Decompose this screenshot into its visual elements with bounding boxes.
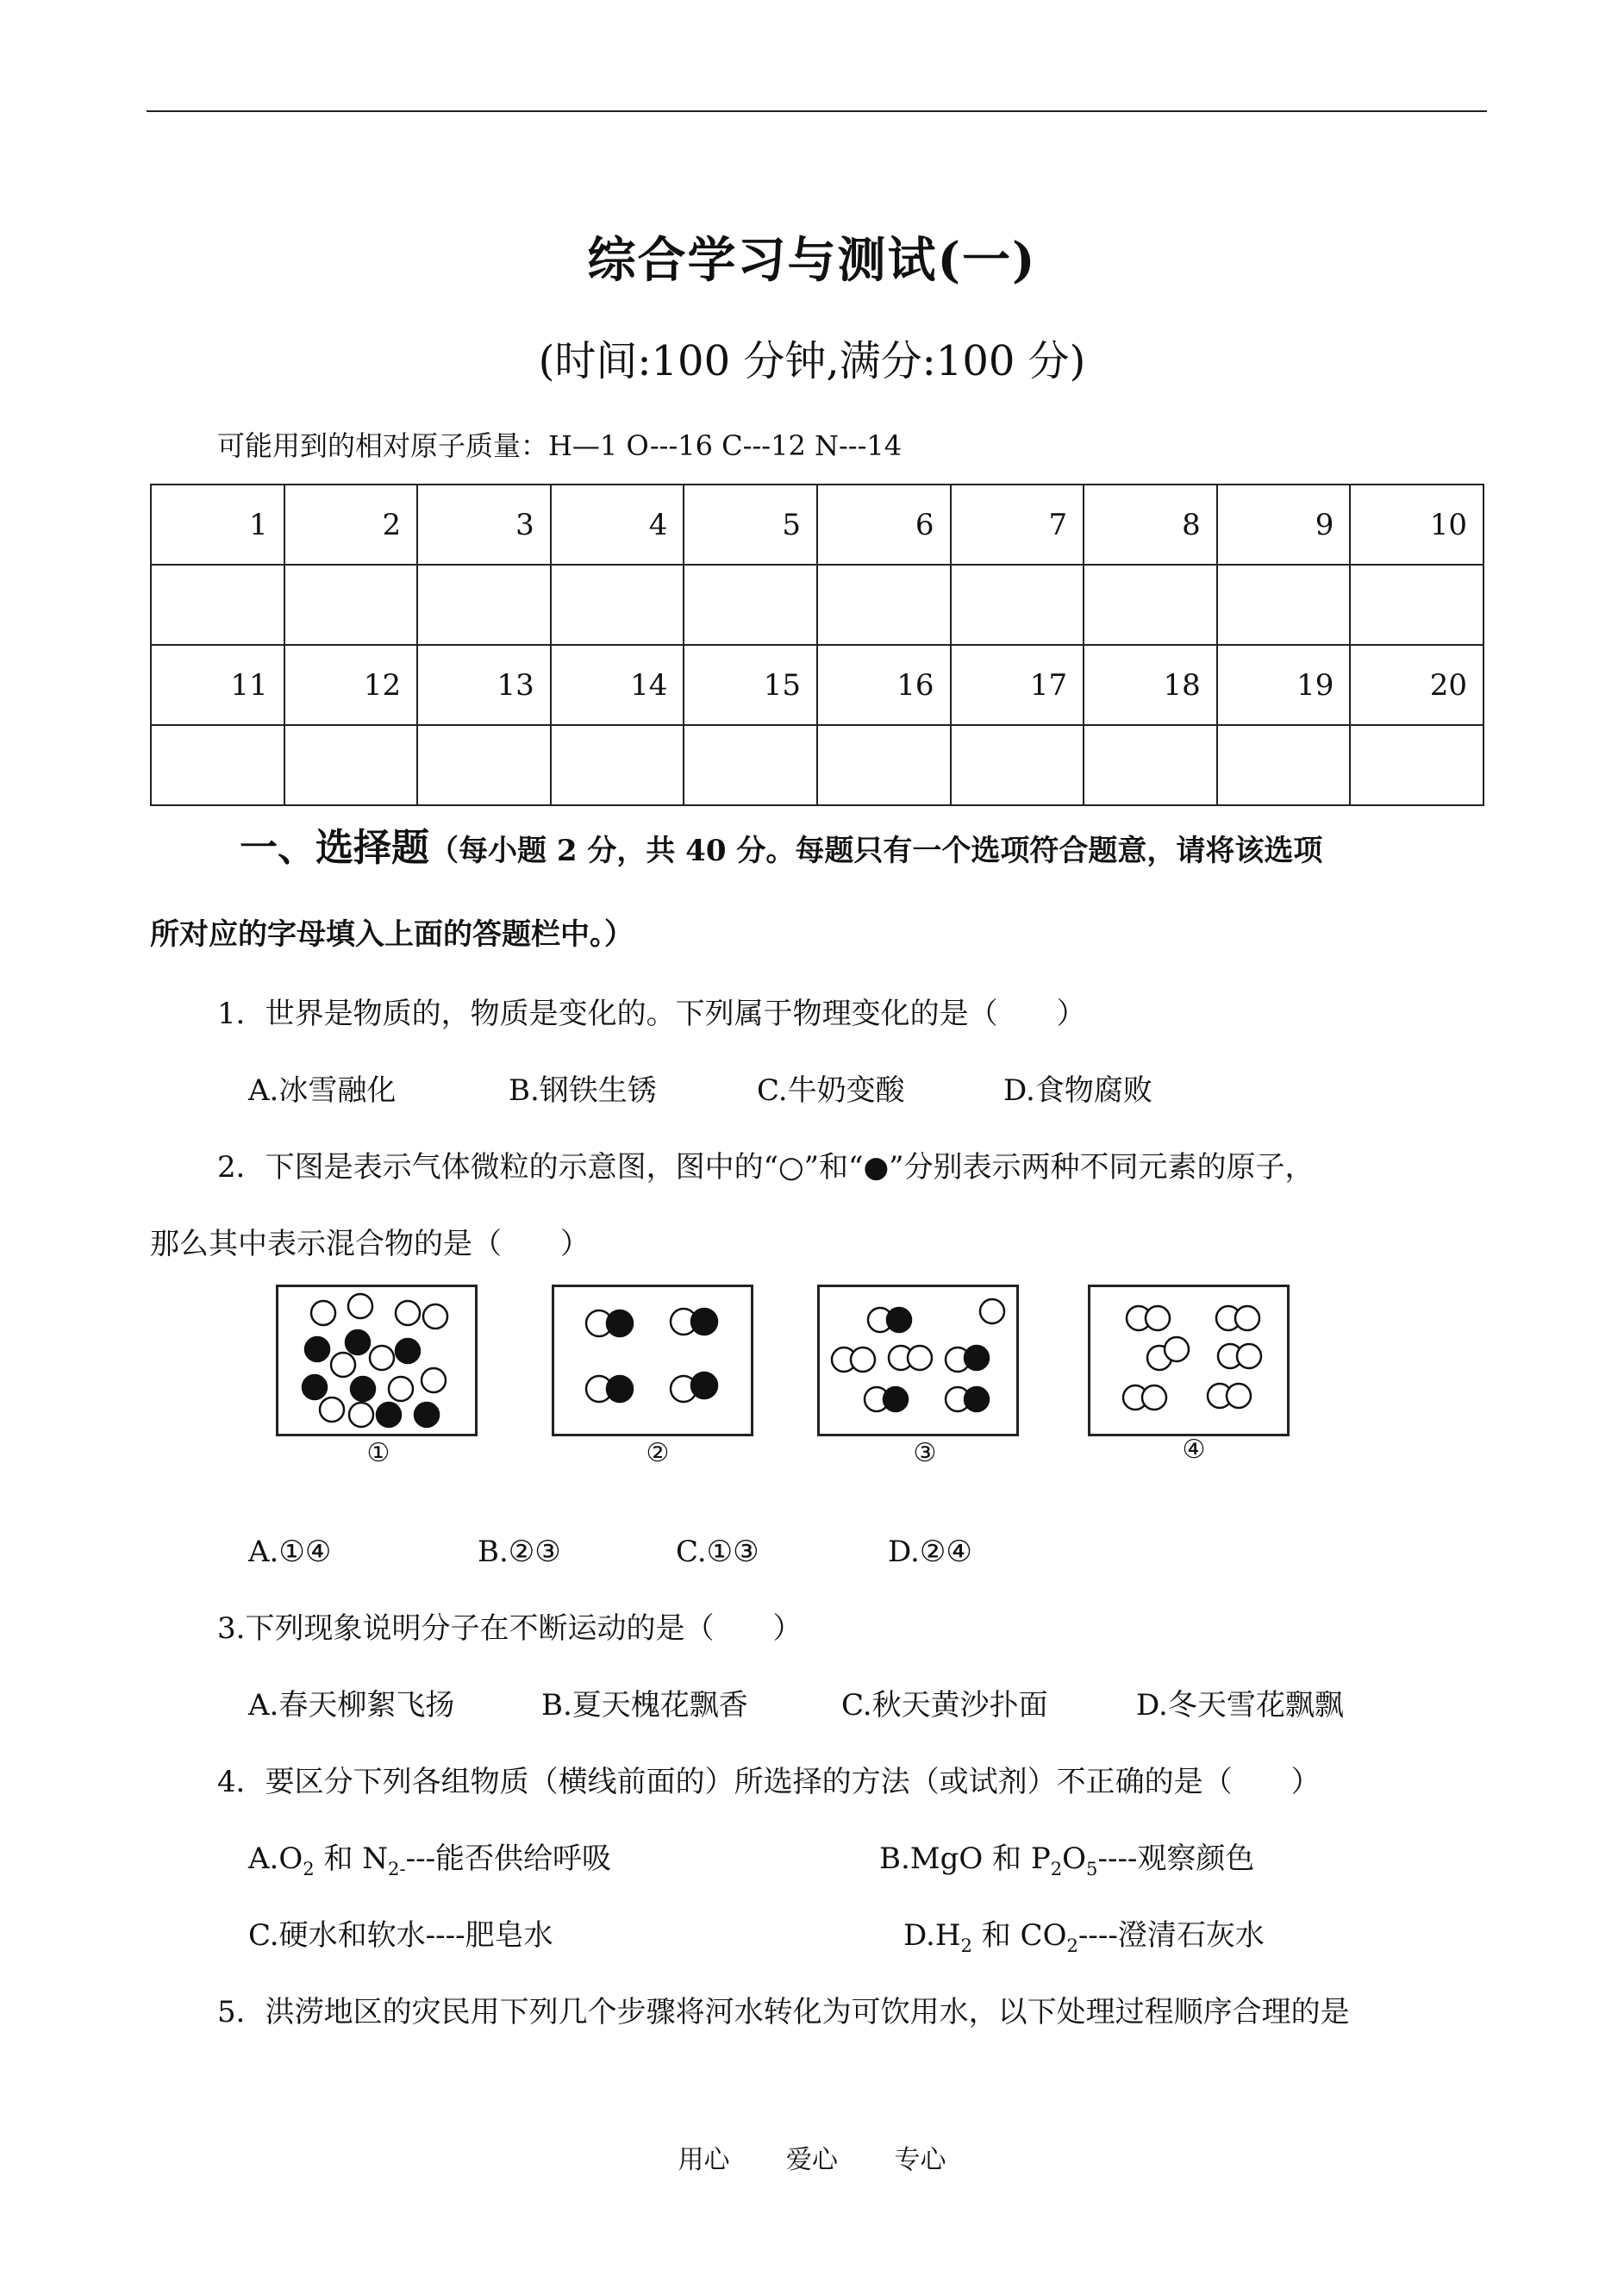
answer-row-numbers-1 [151,485,1483,565]
answer-table [150,484,1484,806]
footer-item: 专心 [894,2145,946,2175]
figure-label-3: ③ [913,1438,937,1468]
answer-cell-blank[interactable] [951,565,1084,645]
figure-label-4: ④ [1182,1435,1206,1465]
particle-figure-3 [817,1285,1019,1436]
footer-item: 爱心 [786,2145,838,2175]
answer-cell-blank[interactable] [551,565,684,645]
particle-figure-4 [1088,1285,1290,1436]
figure-label-2: ② [646,1438,670,1468]
q4-a-part: A.O [248,1842,303,1876]
answer-cell-blank[interactable] [684,565,817,645]
page-footer [0,2138,1624,2176]
answer-cell-number: 19 [1217,645,1351,725]
answer-cell-number: 13 [417,645,551,725]
answer-cell-blank[interactable] [551,725,684,805]
answer-cell-number: 7 [951,485,1084,565]
answer-cell-blank[interactable] [817,565,951,645]
answer-cell-number: 9 [1217,485,1351,565]
q4-d-sub: 2 [1066,1934,1078,1956]
answer-cell-number: 20 [1350,645,1483,725]
q2-option-a: A.①④ [248,1535,332,1569]
q4-b-sub: 5 [1086,1857,1098,1879]
answer-cell-number: 11 [151,645,284,725]
answer-cell-number: 6 [817,485,951,565]
section1-heading-line [240,826,1322,872]
answer-cell-blank[interactable] [1084,565,1217,645]
answer-cell-blank[interactable] [284,725,418,805]
answer-cell-number: 8 [1084,485,1217,565]
q3-stem: 3.下列现象说明分子在不断运动的是（ ） [217,1611,803,1646]
particle-figure-1 [276,1285,478,1436]
q4-d-part: D.H [903,1918,961,1953]
answer-cell-number: 2 [284,485,418,565]
answer-cell-blank[interactable] [1217,725,1351,805]
answer-row-numbers-2 [151,645,1483,725]
answer-cell-number: 12 [284,645,418,725]
answer-cell-blank[interactable] [1350,565,1483,645]
q2-stem-line1: 2．下图是表示气体微粒的示意图，图中的“○”和“●”分别表示两种不同元素的原子， [217,1150,1315,1185]
q4-b-part: O [1062,1842,1087,1876]
q4-a-part: 和 N [314,1842,389,1876]
q1-option-a: A.冰雪融化 [248,1073,397,1108]
answer-cell-number: 16 [817,645,951,725]
answer-cell-blank[interactable] [817,725,951,805]
answer-cell-number: 10 [1350,485,1483,565]
footer-item: 用心 [678,2145,730,2175]
particle-diagram-1 [278,1287,475,1434]
q2-stem-line2: 那么其中表示混合物的是（ ） [150,1227,590,1261]
q1-option-b: B.钢铁生锈 [509,1073,657,1108]
section1-note: （每小题 2 分，共 40 分。每题只有一个选项符合题意，请将该选项 [429,834,1323,868]
q4-a-sub: 2- [388,1857,406,1879]
answer-cell-number: 17 [951,645,1084,725]
answer-cell-blank[interactable] [284,565,418,645]
answer-cell-blank[interactable] [417,565,551,645]
answer-cell-blank[interactable] [151,565,284,645]
q4-a-part: ---能否供给呼吸 [405,1842,612,1876]
q2-option-c: C.①③ [676,1535,759,1569]
q4-a-sub: 2 [303,1857,315,1879]
answer-cell-blank[interactable] [1350,725,1483,805]
answer-cell-number: 14 [551,645,684,725]
figure-label-1: ① [366,1438,390,1468]
answer-row-blank-2 [151,725,1483,805]
q5-stem: 5．洪涝地区的灾民用下列几个步骤将河水转化为可饮用水，以下处理过程顺序合理的是 [217,1995,1350,2029]
particle-diagram-3 [820,1287,1016,1434]
section1-heading: 一、选择题 [240,826,429,870]
q1-option-d: D.食物腐败 [1003,1073,1152,1108]
particle-diagram-4 [1090,1287,1287,1434]
q4-option-d [903,1918,1265,1956]
answer-cell-blank[interactable] [684,725,817,805]
q4-b-part: B.MgO 和 P [879,1842,1051,1876]
answer-cell-blank[interactable] [1217,565,1351,645]
q4-d-part: ----澄清石灰水 [1077,1918,1265,1953]
answer-cell-number: 3 [417,485,551,565]
answer-cell-blank[interactable] [951,725,1084,805]
q3-option-c: C.秋天黄沙扑面 [841,1688,1048,1723]
answer-cell-number: 1 [151,485,284,565]
q4-b-part: ----观察颜色 [1097,1842,1255,1876]
q4-d-part: 和 CO [971,1918,1067,1953]
page-title: 综合学习与测试(一) [587,232,1037,289]
q1-option-c: C.牛奶变酸 [757,1073,905,1108]
page-subtitle: (时间:100 分钟,满分:100 分) [538,337,1086,385]
q4-d-sub: 2 [960,1934,972,1956]
answer-row-blank-1 [151,565,1483,645]
particle-figure-2 [552,1285,753,1436]
answer-cell-number: 18 [1084,645,1217,725]
answer-cell-blank[interactable] [417,725,551,805]
q3-option-b: B.夏天槐花飘香 [541,1688,748,1723]
q2-option-d: D.②④ [888,1535,972,1569]
answer-cell-number: 15 [684,645,817,725]
answer-cell-number: 4 [551,485,684,565]
q4-option-a [248,1842,611,1879]
top-rule [147,110,1487,112]
answer-cell-blank[interactable] [1084,725,1217,805]
answer-cell-blank[interactable] [151,725,284,805]
section1-note-line2: 所对应的字母填入上面的答题栏中。） [150,917,634,952]
q3-option-a: A.春天柳絮飞扬 [248,1688,455,1723]
q4-option-c: C.硬水和软水----肥皂水 [248,1918,553,1953]
answer-cell-number: 5 [684,485,817,565]
particle-diagram-2 [554,1287,751,1434]
q4-stem: 4．要区分下列各组物质（横线前面的）所选择的方法（或试剂）不正确的是（ ） [217,1765,1321,1799]
q1-stem: 1．世界是物质的，物质是变化的。下列属于物理变化的是（ ） [217,997,1086,1031]
q4-b-sub: 2 [1050,1857,1063,1879]
q3-option-d: D.冬天雪花飘飘 [1136,1688,1344,1723]
atomic-masses: 可能用到的相对原子质量：H—1 O---16 C---12 N---14 [217,429,903,462]
q2-option-b: B.②③ [478,1535,561,1569]
q4-option-b [879,1842,1254,1879]
